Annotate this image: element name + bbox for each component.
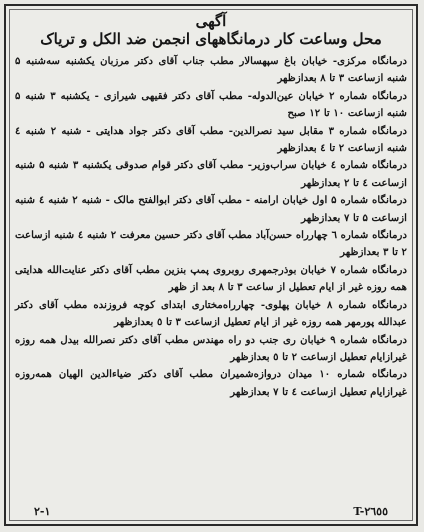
clinic-entry-8: درمانگاه شماره ۸ خیابان پهلوی- چهارراه‌مختاری ابتدای کوچه فروزنده مطب آقای دکتر عبدالله پورمهر همه روزه غیر از ایام تعطیل ازساعت ۳ تا ٥ بعدازظهر <box>15 298 407 329</box>
notice-title: محل وساعت کار درمانگاههای انجمن ضد الکل و تریاک <box>40 30 382 48</box>
clinic-entry-9: درمانگاه شماره ۹ خیابان ری جنب دو راه مهندس مطب آقای دکتر نصرالله بیدل همه روزه غیرازایام تعطیل ازساعت ٢ تا ٥ بعدازظهر <box>15 333 407 363</box>
clinic-entry-4: درمانگاه شماره ٤ خیابان سراب‌وزیر- مطب آقای دکتر قوام صدوقی یکشنبه ۳ شنبه ۵ شنبه ازساعت ٤ تا ٢ بعدازظهر <box>15 159 407 189</box>
clinic-entry-2: درمانگاه شماره ۲ خیابان عین‌الدوله- مطب آقای دکتر فقیهی شیرازی - یکشنبه ۳ شنبه ۵ شنبه ازساعت ۱۰ تا ۱۲ صبح <box>15 89 407 120</box>
clinic-entry-3: درمانگاه شماره ۳ مقابل سید نصرالدین- مطب آقای دکتر جواد هدایتی - شنبه ۲ شنبه ٤ شنبه ازساعت ۲ تا ٤ بعدازظهر <box>15 124 407 155</box>
clinic-entry-7: درمانگاه شماره ۷ خیابان بوذرجمهری روبروی پمپ بنزین مطب آقای دکتر عنایت‌الله هدایتی همه روزه غیر از ایام تعطیل از ساعت ٣ تا ٨ بعد از ظهر <box>15 263 407 294</box>
advertisement-notice <box>4 4 418 526</box>
clinic-entry-6: درمانگاه شماره ٦ چهارراه حسن‌آباد مطب آقای دکتر حسین معرفت ۲ شنبه ٤ شنبه ازساعت ٢ تا ٣ بعدازظهر <box>15 229 408 259</box>
clinic-entry-central: درمانگاه مرکزی- خیابان باغ سپهسالار مطب جناب آقای دکتر مرزبان یکشنبه سه‌شنبه ۵ شنبه ازساعت ۳ تا ۸ بعدازظهر <box>15 55 407 85</box>
clinic-entry-10: درمانگاه شماره ۱۰ میدان دروازه‌شمیران مطب آقای دکتر ضیاءالدین الهیان همه‌روزه غیرازایام تعطیل ازساعت ٤ تا ٧ بعدازظهر <box>15 368 407 398</box>
ad-number: ۲-۱ <box>34 505 51 518</box>
notice-footer <box>6 505 416 518</box>
clinic-entry-5: درمانگاه شماره ۵ اول خیابان ارامنه - مطب آقای دکتر ابوالفتح مالک - شنبه ٢ شنبه ٤ شنبه ازساعت ۵ تا ۷ بعدازظهر <box>15 194 407 224</box>
notice-heading: آگهی <box>195 12 227 30</box>
ad-code: T-۲٦٥٥ <box>353 505 388 518</box>
